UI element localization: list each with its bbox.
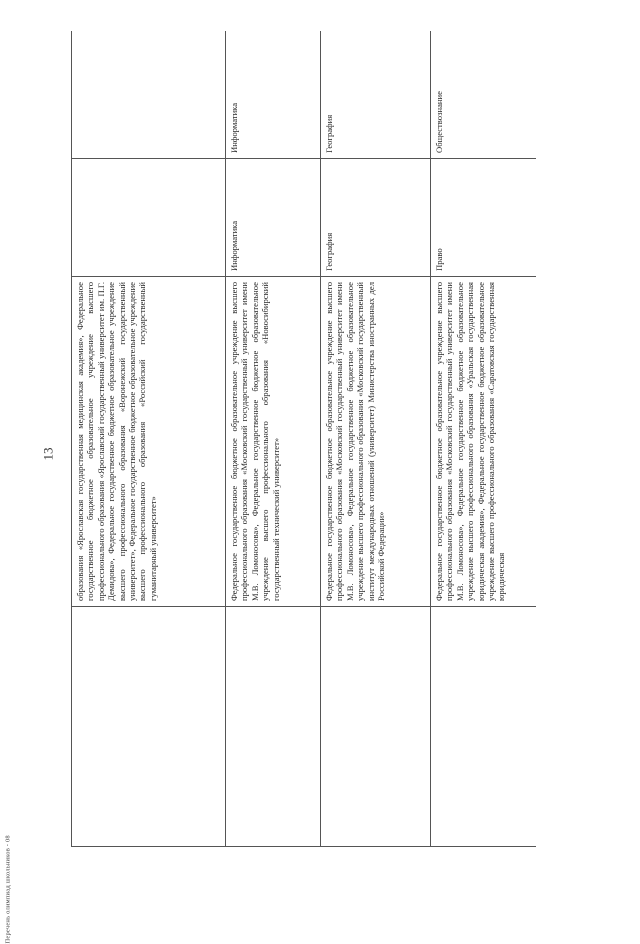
table-row [321, 31, 431, 847]
table-cell-empty [72, 607, 226, 847]
footer-text: Перечень олимпиад школьников - 08 [4, 835, 12, 944]
table-cell-empty [226, 607, 321, 847]
table-cell-organizers: Федеральное государственное бюджетное образовательное учреждение высшего профессионального образования «Московский государственный университет имени М.В. Ломоносова», Федеральное государственное бюджетное образовательное учреждение высшего профессионального образования «Московский государственный институт международных отношений (университет) Министерства иностранных дел Российской Федерации» [321, 277, 431, 607]
table-cell-empty [321, 607, 431, 847]
table-row [226, 31, 321, 847]
olympiad-table-container [71, 31, 536, 847]
table-cell-profile [72, 31, 226, 159]
table-cell-subject [72, 159, 226, 277]
table-cell-subject: Право [431, 159, 537, 277]
page-number: 13 [40, 447, 56, 461]
olympiad-table [71, 31, 536, 847]
table-cell-profile: Информатика [226, 31, 321, 159]
table-row [431, 31, 537, 847]
table-cell-empty [431, 607, 537, 847]
table-cell-organizers: Федеральное государственное бюджетное образовательное учреждение высшего профессионального образования «Московский государственный университет имени М.В. Ломоносова», Федеральное государственное бюджетное образовательное учреждение высшего профессионального образования «Уральская государственная юридическая академия», Федеральное государственное бюджетное образовательное учреждение высшего профессионального образования «Саратовская государственная юридическая [431, 277, 537, 607]
table-cell-subject: Информатика [226, 159, 321, 277]
table-cell-organizers: Федеральное государственное бюджетное образовательное учреждение высшего профессионального образования «Московский государственный университет имени М.В. Ломоносова», Федеральное государственное бюджетное образовательное учреждение высшего профессионального образования «Новосибирский государственный технический университет» [226, 277, 321, 607]
table-cell-profile: География [321, 31, 431, 159]
table-cell-profile: Обществознание [431, 31, 537, 159]
table-cell-subject: География [321, 159, 431, 277]
table-row [72, 31, 226, 847]
table-cell-organizers: образования «Ярославская государственная медицинская академия», Федеральное государственное бюджетное образовательное учреждение высшего профессионального образования «Ярославский государственный университет им. П.Г. Демидова», Федеральное государственное бюджетное образовательное учреждение высшего профессионального образования «Воронежский государственный университет», Федеральное государственное бюджетное образовательное учреждение высшего профессионального образования «Российский государственный гуманитарный университет» [72, 277, 226, 607]
